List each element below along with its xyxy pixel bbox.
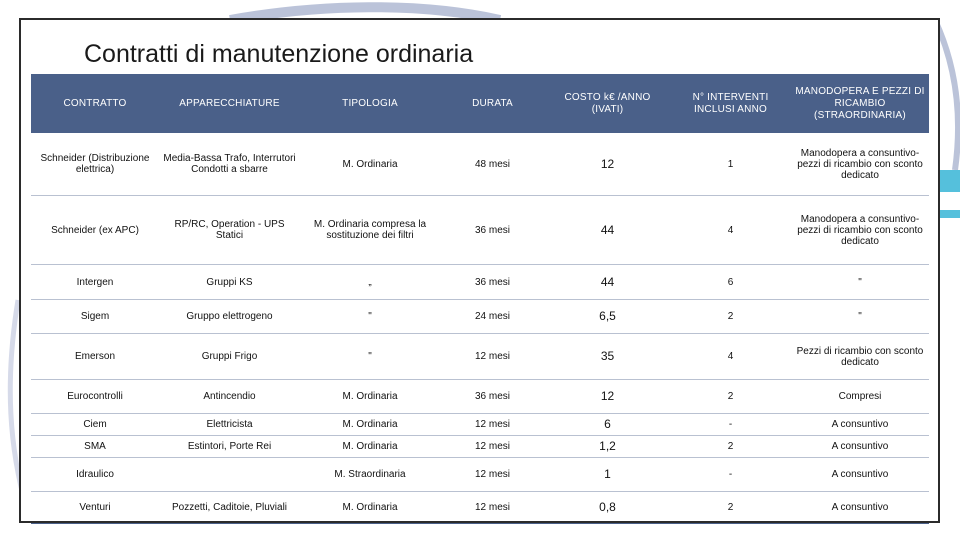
cell-durata: 36 mesi xyxy=(474,391,510,402)
cell-tipologia: „ xyxy=(368,276,372,288)
cell-durata: 12 mesi xyxy=(474,502,510,513)
table-row xyxy=(31,458,929,492)
cell-costo: 12 xyxy=(600,389,615,403)
cell-interventi: 6 xyxy=(727,276,734,288)
decor-accent-block xyxy=(940,170,960,192)
cell-durata: 12 mesi xyxy=(474,469,510,480)
cell-costo: 44 xyxy=(600,274,615,289)
cell-durata: 12 mesi xyxy=(474,419,510,430)
cell-contratto: Intergen xyxy=(76,276,114,288)
cell-costo: 1,2 xyxy=(599,439,616,453)
cell-manodopera: A consuntivo xyxy=(831,502,889,513)
cell-costo: 1 xyxy=(604,467,611,481)
cell-interventi: 2 xyxy=(727,502,734,513)
cell-costo: 35 xyxy=(600,349,615,363)
cell-apparecchiature: Antincendio xyxy=(203,391,256,402)
cell-tipologia: M. Ordinaria xyxy=(342,391,398,402)
column-header-tipologia: TIPOLOGIA xyxy=(300,74,440,133)
cell-apparecchiature: RP/RC, Operation - UPS Statici xyxy=(174,219,285,241)
column-header-interventi: N° INTERVENTI INCLUSI ANNO xyxy=(670,74,791,133)
column-header-contratto: CONTRATTO xyxy=(31,74,159,133)
cell-interventi: 4 xyxy=(727,224,734,236)
table-row xyxy=(31,196,929,265)
table-row xyxy=(31,334,929,380)
cell-tipologia: " xyxy=(368,311,372,322)
cell-manodopera: Manodopera a consuntivo-pezzi di ricambio con sconto dedicato xyxy=(797,147,923,181)
cell-tipologia: " xyxy=(368,351,372,362)
cell-durata: 36 mesi xyxy=(474,224,510,236)
table-row xyxy=(31,492,929,524)
cell-contratto: Emerson xyxy=(74,351,115,362)
cell-interventi: 2 xyxy=(727,441,734,452)
cell-tipologia: M. Ordinaria xyxy=(342,419,398,430)
cell-contratto: Venturi xyxy=(79,502,111,513)
cell-apparecchiature: Estintori, Porte Rei xyxy=(187,441,272,452)
decor-accent-bar xyxy=(940,210,960,218)
cell-interventi: 2 xyxy=(727,311,734,322)
column-header-manodopera: MANODOPERA E PEZZI DI RICAMBIO (STRAORDINARIA) xyxy=(791,74,929,133)
table-row xyxy=(31,300,929,334)
table-row xyxy=(31,414,929,436)
cell-manodopera: Manodopera a consuntivo-pezzi di ricambio con sconto dedicato xyxy=(797,213,923,247)
cell-durata: 48 mesi xyxy=(474,158,510,170)
cell-contratto: Ciem xyxy=(83,419,107,430)
cell-contratto: Idraulico xyxy=(76,469,114,480)
cell-manodopera: Pezzi di ricambio con sconto dedicato xyxy=(796,345,924,368)
cell-durata: 12 mesi xyxy=(474,351,510,362)
cell-manodopera: " xyxy=(858,276,862,288)
cell-contratto: SMA xyxy=(84,441,106,452)
cell-costo: 6 xyxy=(604,417,611,431)
cell-interventi: 4 xyxy=(727,351,734,362)
cell-manodopera: Compresi xyxy=(838,391,882,402)
cell-contratto: Eurocontrolli xyxy=(67,391,123,402)
cell-interventi: 1 xyxy=(727,158,734,170)
column-header-costo: COSTO k€ /ANNO (IVATI) xyxy=(545,74,670,133)
table-row xyxy=(31,380,929,414)
cell-contratto: Schneider (ex APC) xyxy=(51,224,139,236)
column-header-durata: DURATA xyxy=(440,74,545,133)
cell-costo: 6,5 xyxy=(599,309,616,323)
cell-manodopera: A consuntivo xyxy=(831,469,889,480)
maintenance-contracts-table xyxy=(31,74,929,524)
cell-apparecchiature: Gruppi KS xyxy=(206,276,253,288)
cell-interventi: - xyxy=(728,419,733,430)
cell-tipologia: M. Ordinaria xyxy=(342,441,398,452)
cell-apparecchiature: Media-Bassa Trafo, Interrutori Condotti a sbarre xyxy=(163,153,296,175)
table-header-row xyxy=(31,74,929,133)
cell-interventi: 2 xyxy=(727,391,734,402)
cell-tipologia: M. Ordinaria xyxy=(342,158,398,170)
table-row xyxy=(31,133,929,196)
cell-durata: 36 mesi xyxy=(474,276,510,288)
cell-apparecchiature xyxy=(159,458,300,492)
cell-tipologia: M. Ordinaria xyxy=(342,502,398,513)
cell-apparecchiature: Gruppo elettrogeno xyxy=(186,311,273,322)
cell-tipologia: M. Ordinaria compresa la sostituzione dei filtri xyxy=(313,219,427,241)
cell-contratto: Schneider (Distribuzione elettrica) xyxy=(40,153,150,175)
cell-manodopera: A consuntivo xyxy=(831,441,889,452)
cell-tipologia: M. Straordinaria xyxy=(334,469,406,480)
table-row xyxy=(31,265,929,300)
cell-manodopera: A consuntivo xyxy=(831,419,889,430)
cell-manodopera: " xyxy=(858,311,862,322)
page-title: Contratti di manutenzione ordinaria xyxy=(84,40,474,68)
cell-apparecchiature: Pozzetti, Caditoie, Pluviali xyxy=(171,502,288,513)
table-row xyxy=(31,436,929,458)
cell-durata: 24 mesi xyxy=(474,311,510,322)
cell-durata: 12 mesi xyxy=(474,441,510,452)
cell-costo: 0,8 xyxy=(599,500,616,514)
cell-apparecchiature: Gruppi Frigo xyxy=(201,351,258,362)
cell-costo: 12 xyxy=(600,156,615,171)
column-header-apparecchiature: APPARECCHIATURE xyxy=(159,74,300,133)
cell-interventi: - xyxy=(728,469,733,480)
cell-apparecchiature: Elettricista xyxy=(206,419,253,430)
cell-costo: 44 xyxy=(600,222,615,237)
cell-contratto: Sigem xyxy=(80,311,110,322)
